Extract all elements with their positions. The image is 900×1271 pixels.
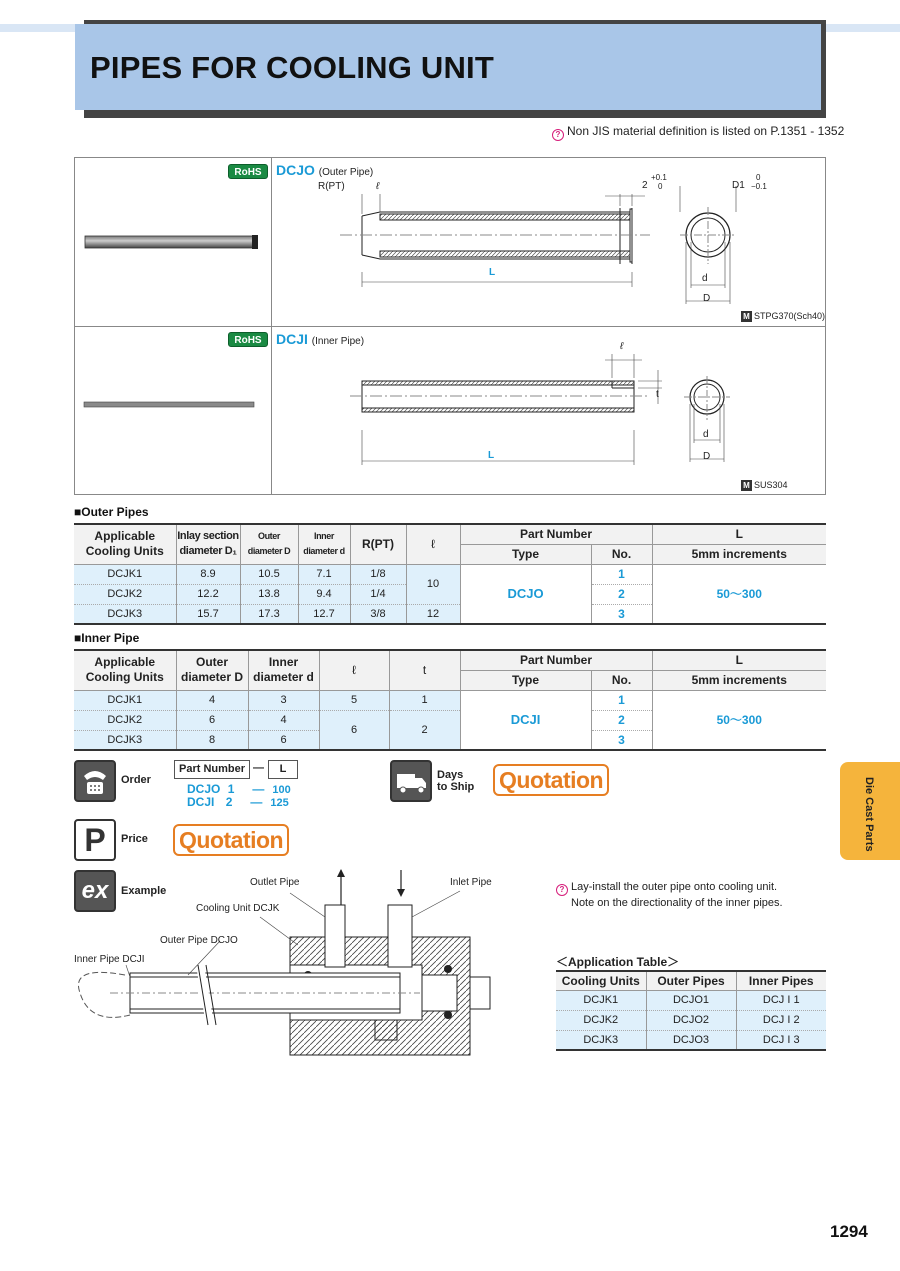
order-dash: — <box>253 762 264 774</box>
cell-unit: DCJK1 <box>74 564 176 584</box>
table-row <box>74 564 826 584</box>
inner-pipe-photo <box>82 398 262 412</box>
cell-ell: 5 <box>319 690 389 710</box>
info-icon: ? <box>556 884 568 896</box>
material-outer: M STPG370(Sch40) <box>741 311 825 322</box>
th-ell: ℓ <box>406 524 460 564</box>
dim-d-inner: d <box>703 429 709 440</box>
cell-unit: DCJK2 <box>74 710 176 730</box>
th-ell: ℓ <box>319 650 389 690</box>
th-rpt: R(PT) <box>350 524 406 564</box>
cell-rpt: 1/4 <box>350 584 406 604</box>
inner-pipe-title: DCJI (Inner Pipe) <box>276 331 365 347</box>
th-inlay: Inlay section diameter D₁ <box>176 524 240 564</box>
dim-ell-inner: ℓ <box>620 341 624 352</box>
cell-d1: 8.9 <box>176 564 240 584</box>
price-label: Price <box>121 833 148 845</box>
cell-unit: DCJK2 <box>74 584 176 604</box>
th-id: Inner diameter d <box>248 650 319 690</box>
cell-rpt: 3/8 <box>350 604 406 624</box>
cell-t: 2 <box>389 710 460 750</box>
th-app: Applicable Cooling Units <box>74 524 176 564</box>
cell-ell: 6 <box>319 710 389 750</box>
material-icon: M <box>741 480 752 491</box>
days-to-ship-label: Days to Ship <box>437 769 475 793</box>
days-quotation: Quotation <box>493 764 609 796</box>
rohs-badge-inner: RoHS <box>228 332 268 347</box>
non-jis-note: ? Non JIS material definition is listed on P.1351 - 1352 <box>552 124 844 141</box>
th-no: No. <box>591 670 652 690</box>
cell-inner: DCJ I 2 <box>736 1010 826 1030</box>
th-part: Part Number <box>460 524 652 544</box>
cell-unit: DCJK1 <box>74 690 176 710</box>
cell-type: DCJO <box>460 564 591 624</box>
dim-t-inner: t <box>656 389 659 400</box>
th-t: t <box>389 650 460 690</box>
cell-L-range: 50～300 <box>652 690 826 750</box>
order-L-header: L <box>268 760 298 779</box>
cell-D: 17.3 <box>240 604 298 624</box>
dim-rpt: R(PT) <box>318 181 345 192</box>
th-od: Outer diameter D <box>176 650 248 690</box>
order-label: Order <box>121 774 151 786</box>
cell-d: 7.1 <box>298 564 350 584</box>
product-divider-h <box>74 326 826 327</box>
dim-D1: D1 <box>732 180 745 191</box>
outer-pipes-table <box>74 523 826 625</box>
cell-no: 2 <box>591 710 652 730</box>
cell-d: 6 <box>248 730 319 750</box>
cell-no: 1 <box>591 690 652 710</box>
dim-L-outer: L <box>489 267 496 278</box>
cell-L-range: 50～300 <box>652 564 826 624</box>
cell-outer: DCJO2 <box>646 1010 736 1030</box>
outer-pipes-section-title: ■Outer Pipes <box>74 505 149 519</box>
truck-icon <box>390 760 432 802</box>
material-icon: M <box>741 311 752 322</box>
cell-d: 3 <box>248 690 319 710</box>
th-app: Applicable Cooling Units <box>74 650 176 690</box>
cell-no: 3 <box>591 604 652 624</box>
outer-pipe-title: DCJO (Outer Pipe) <box>276 162 374 178</box>
inner-pipe-table <box>74 649 826 751</box>
cell-d1: 15.7 <box>176 604 240 624</box>
dim-ell-outer: ℓ <box>376 181 380 192</box>
price-icon: P <box>74 819 116 861</box>
dim-two: 2 <box>642 180 648 191</box>
cell-rpt: 1/8 <box>350 564 406 584</box>
cell-unit: DCJK3 <box>556 1030 646 1050</box>
cell-unit: DCJK3 <box>74 730 176 750</box>
inner-pipe-drawing <box>280 340 820 470</box>
dim-d1-tol-bot: −0.1 <box>751 182 767 191</box>
info-icon: ? <box>552 129 564 141</box>
inner-pipe-section-title: ■Inner Pipe <box>74 631 140 645</box>
cell-outer: DCJO3 <box>646 1030 736 1050</box>
cell-inner: DCJ I 3 <box>736 1030 826 1050</box>
th-no: No. <box>591 544 652 564</box>
th-Linc: 5mm increments <box>652 670 826 690</box>
cell-D: 8 <box>176 730 248 750</box>
cell-inner: DCJ I 1 <box>736 990 826 1010</box>
cell-no: 3 <box>591 730 652 750</box>
dim-tol-plus: +0.1 <box>651 173 667 182</box>
cell-no: 2 <box>591 584 652 604</box>
callout-outer-pipe: Outer Pipe DCJO <box>160 935 238 946</box>
cell-unit: DCJK2 <box>556 1010 646 1030</box>
cell-d: 12.7 <box>298 604 350 624</box>
cell-d: 4 <box>248 710 319 730</box>
side-tab-die-cast-parts[interactable]: Die Cast Parts <box>840 762 900 860</box>
cell-unit: DCJK3 <box>74 604 176 624</box>
example-note: ? Lay-install the outer pipe onto cooling unit. Note on the directionality of the inner pipes. <box>556 880 783 911</box>
order-example-2: DCJI 2 — 125 <box>187 795 289 809</box>
cell-D: 6 <box>176 710 248 730</box>
dim-D-outer: D <box>703 293 711 304</box>
cell-d: 9.4 <box>298 584 350 604</box>
callout-cooling-unit: Cooling Unit DCJK <box>196 903 280 914</box>
cell-unit: DCJK1 <box>556 990 646 1010</box>
th-type: Type <box>460 544 591 564</box>
cell-type: DCJI <box>460 690 591 750</box>
cell-no: 1 <box>591 564 652 584</box>
outer-pipe-drawing <box>280 172 820 312</box>
callout-inner-pipe: Inner Pipe DCJI <box>74 954 145 965</box>
cell-D: 10.5 <box>240 564 298 584</box>
dim-tol-zero: 0 <box>658 182 663 191</box>
dim-d-outer: d <box>702 273 708 284</box>
th-type: Type <box>460 670 591 690</box>
page-title: PIPES FOR COOLING UNIT <box>90 50 494 85</box>
th-inner-pipes: Inner Pipes <box>736 971 826 990</box>
table-row <box>556 990 826 1010</box>
th-outer-pipes: Outer Pipes <box>646 971 736 990</box>
application-table <box>556 970 826 1051</box>
th-L: L <box>652 524 826 544</box>
order-part-number-header: Part Number <box>174 760 250 779</box>
example-assembly-drawing <box>70 865 500 1085</box>
dim-L-inner: L <box>488 450 495 461</box>
price-quotation: Quotation <box>173 824 289 856</box>
callout-outlet-pipe: Outlet Pipe <box>250 877 300 888</box>
th-cooling-units: Cooling Units <box>556 971 646 990</box>
cell-D: 13.8 <box>240 584 298 604</box>
cell-ell: 12 <box>406 604 460 624</box>
example-icon: ex <box>74 870 116 912</box>
cell-d1: 12.2 <box>176 584 240 604</box>
th-Linc: 5mm increments <box>652 544 826 564</box>
example-label: Example <box>121 885 167 897</box>
cell-outer: DCJO1 <box>646 990 736 1010</box>
dim-d1-tol-top: 0 <box>756 173 761 182</box>
th-part: Part Number <box>460 650 652 670</box>
rohs-badge-outer: RoHS <box>228 164 268 179</box>
page-number: 1294 <box>830 1222 868 1241</box>
cell-D: 4 <box>176 690 248 710</box>
th-id: Inner diameter d <box>298 524 350 564</box>
table-row <box>556 1010 826 1030</box>
table-row <box>74 690 826 710</box>
phone-icon <box>74 760 116 802</box>
app-table-title: ＜Application Table＞ <box>556 955 680 969</box>
cell-ell: 10 <box>406 564 460 604</box>
outer-pipe-photo <box>82 230 262 254</box>
th-od: Outer diameter D <box>240 524 298 564</box>
table-row <box>556 1030 826 1050</box>
callout-inlet-pipe: Inlet Pipe <box>450 877 492 888</box>
dim-D-inner: D <box>703 451 711 462</box>
cell-t: 1 <box>389 690 460 710</box>
order-example-1: DCJO 1 — 100 <box>187 782 291 796</box>
material-inner: M SUS304 <box>741 480 788 491</box>
th-L: L <box>652 650 826 670</box>
